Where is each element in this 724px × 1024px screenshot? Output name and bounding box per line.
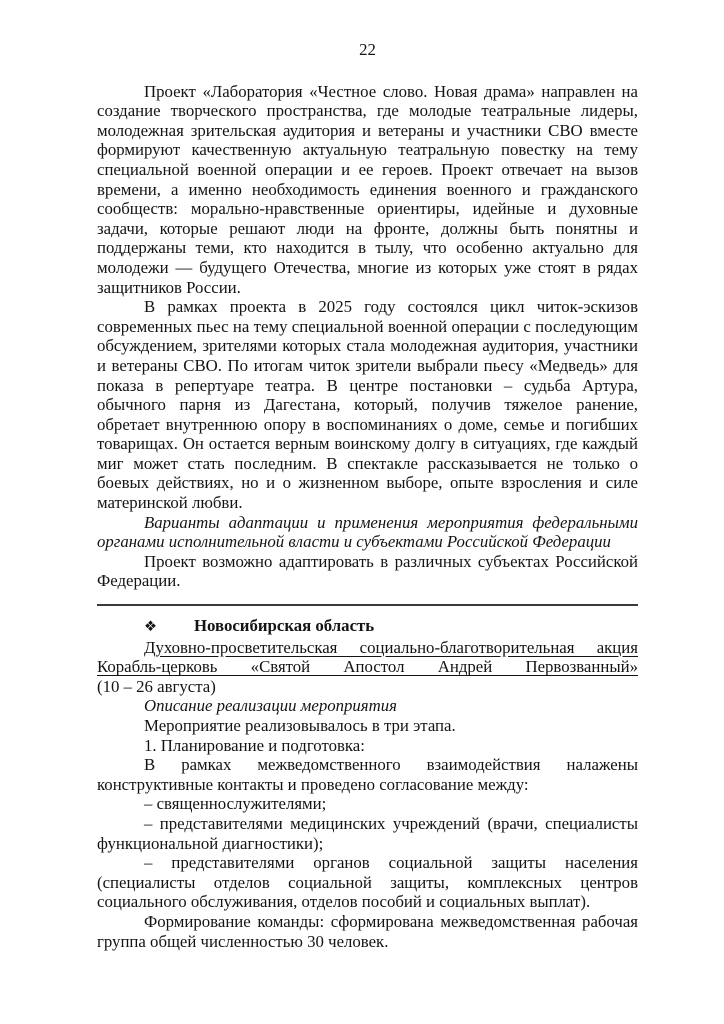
list-item-clergy: – священнослужителями; [144,794,327,814]
page-content [97,40,638,951]
region-heading [97,616,638,638]
list-item-social: – представителями органов социальной защиты населения (специалисты отделов социальной защиты, комплексных центров социального обслуживания, отделов пособий и социальных выплат). [97,853,638,912]
paragraph-project-adapt: Проект возможно адаптировать в различных субъектах Российской Федерации. [97,551,638,591]
paragraph-stage1-title: 1. Планирование и подготовка: [144,735,365,755]
page-number: 22 [359,40,376,59]
section-divider [97,604,638,606]
paragraph-adaptation-variants: Варианты адаптации и применения мероприятия федеральными органами исполнительной власти и субъектами Российской Федерации [97,512,638,552]
region-heading-label: Новосибирская область [194,616,375,636]
event-title-underlined: Духовно-просветительская социально-благотворительная акция Корабль-церковь «Святой Апостол Андрей Первозванный» [97,637,638,677]
paragraph-stages: Мероприятие реализовывалось в три этапа. [144,716,456,735]
paragraph-contacts: В рамках межведомственного взаимодействия налажены конструктивные контакты и проведено согласование между: [97,755,638,794]
list-item-medical: – представителями медицинских учреждений (врачи, специалисты функциональной диагностики); [97,813,638,853]
paragraph-project-intro: Проект «Лаборатория «Честное слово. Новая драма» направлен на создание творческого пространства, где молодые театральные лидеры, молодежная зрительская аудитория и ветераны и участники СВО вместе формируют качественную актуальную театральную повестку на тему специальной военной операции и ее героев. Проект отвечает на вызов времени, а именно необходимость единения военного и гражданского сообществ: морально-нравственные ориентиры, идейные и духовные задачи, которые решают люди на фронте, должны быть понятны и поддержаны теми, кто находится в тылу, что особенно актуально для молодежи — будущего Отечества, многие из которых уже стоят в рядах защитников России. [97,81,638,297]
event-dates: (10 – 26 августа) [97,676,216,696]
paragraph-project-readings: В рамках проекта в 2025 году состоялся цикл читок-эскизов современных пьес на тему специальной военной операции с последующим обсуждением, зрителями которых стала молодежная аудитория, участники и ветераны СВО. По итогам читок зрители выбрали пьесу «Медведь» для показа в репертуаре театра. В центре постановки – судьба Артура, обычного парня из Дагестана, который, получив тяжелое ранение, обретает внутреннюю опору в воспоминаниях о доме, семье и погибших товарищах. Он остается верным воинскому долгу в ситуациях, где каждый миг может стать последним. В спектакле рассказывается не только о боевых действиях, но и о жизненном выборе, опыте взросления и силе материнской любви. [97,297,638,513]
subheading-implementation: Описание реализации мероприятия [144,696,397,716]
paragraph-team: Формирование команды: сформирована межведомственная рабочая группа общей численностью 30 человек. [97,911,638,951]
diamond-bullet-icon: ❖ [144,619,157,636]
